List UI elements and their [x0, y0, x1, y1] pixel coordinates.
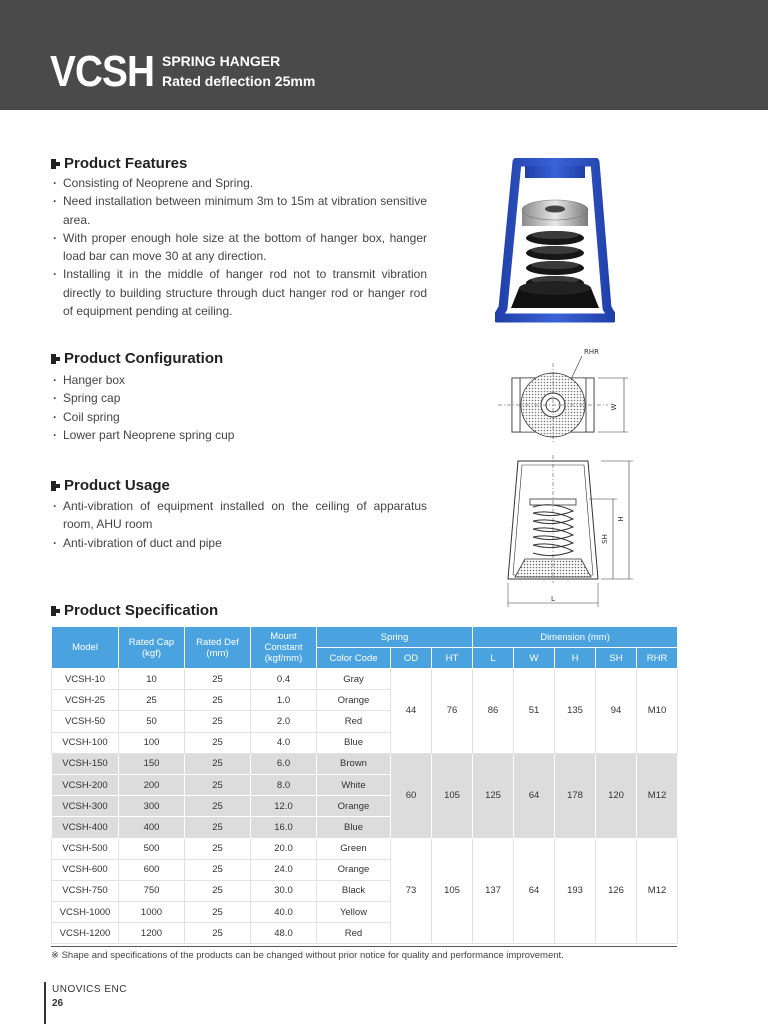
- cell-rated-def: 25: [185, 880, 251, 901]
- cell-rated-def: 25: [185, 774, 251, 795]
- col-header-model: Model: [52, 627, 119, 669]
- cell-color-code: Blue: [317, 817, 391, 838]
- cell-mount-constant: 40.0: [251, 902, 317, 923]
- cell-color-code: Red: [317, 711, 391, 732]
- list-item: · Hanger box: [53, 371, 427, 389]
- cell-color-code: Orange: [317, 796, 391, 817]
- cell-w: 64: [514, 838, 555, 944]
- cell-color-code: Green: [317, 838, 391, 859]
- table-row: [52, 669, 678, 690]
- col-header-mount-constant: Mount Constant (kgf/mm): [251, 627, 317, 669]
- usage-heading: [51, 477, 170, 494]
- cell-color-code: Blue: [317, 732, 391, 753]
- usage-list: [53, 497, 427, 552]
- cell-model: VCSH-200: [52, 774, 119, 795]
- cell-od: 44: [391, 669, 432, 754]
- configuration-list: [53, 371, 427, 444]
- cell-ht: 105: [432, 753, 473, 838]
- list-item: · Installing it in the middle of hanger rod not to transmit vibration directly to building structure through duct hanger rod or hanger rod of equipment pending at ceiling.: [53, 265, 427, 320]
- col-header-sh: SH: [596, 648, 637, 669]
- cell-model: VCSH-1000: [52, 902, 119, 923]
- cell-model: VCSH-300: [52, 796, 119, 817]
- cell-model: VCSH-600: [52, 859, 119, 880]
- cell-rated-cap: 200: [119, 774, 185, 795]
- footer-rule: [44, 982, 46, 1024]
- cell-rated-def: 25: [185, 859, 251, 880]
- cell-rated-cap: 100: [119, 732, 185, 753]
- cell-model: VCSH-1200: [52, 923, 119, 944]
- rhr-label: RHR: [584, 348, 599, 356]
- cell-rhr: M12: [637, 838, 678, 944]
- cell-model: VCSH-50: [52, 711, 119, 732]
- col-header-h: H: [555, 648, 596, 669]
- col-header-ht: HT: [432, 648, 473, 669]
- cell-sh: 120: [596, 753, 637, 838]
- cell-color-code: Orange: [317, 859, 391, 880]
- cell-rated-def: 25: [185, 732, 251, 753]
- cell-rated-cap: 10: [119, 669, 185, 690]
- model-code: VCSH: [50, 47, 155, 96]
- features-title: Product Features: [64, 155, 188, 172]
- list-item: · Lower part Neoprene spring cup: [53, 426, 427, 444]
- cell-mount-constant: 48.0: [251, 923, 317, 944]
- disclaimer-note: ※ Shape and specifications of the products can be changed without prior notice for quality and performance improvement.: [51, 950, 564, 961]
- cell-ht: 105: [432, 838, 473, 944]
- cell-rated-cap: 300: [119, 796, 185, 817]
- list-item: · Spring cap: [53, 389, 427, 407]
- col-header-rated-cap: Rated Cap (kgf): [119, 627, 185, 669]
- features-list: [53, 174, 427, 320]
- cell-l: 137: [473, 838, 514, 944]
- cell-w: 51: [514, 669, 555, 754]
- cell-rated-def: 25: [185, 711, 251, 732]
- cell-l: 125: [473, 753, 514, 838]
- cell-rated-cap: 600: [119, 859, 185, 880]
- col-header-l: L: [473, 648, 514, 669]
- cell-rated-def: 25: [185, 838, 251, 859]
- cell-mount-constant: 2.0: [251, 711, 317, 732]
- cell-l: 86: [473, 669, 514, 754]
- w-label: W: [610, 403, 618, 411]
- configuration-heading: [51, 350, 223, 367]
- table-row: [52, 838, 678, 859]
- col-header-color-code: Color Code: [317, 648, 391, 669]
- cell-model: VCSH-150: [52, 753, 119, 774]
- cell-sh: 94: [596, 669, 637, 754]
- specification-heading: [51, 602, 218, 619]
- cell-model: VCSH-10: [52, 669, 119, 690]
- cell-rated-def: 25: [185, 669, 251, 690]
- top-view-drawing: [498, 345, 634, 445]
- cell-color-code: Brown: [317, 753, 391, 774]
- specification-table: [51, 626, 678, 944]
- cell-rated-def: 25: [185, 753, 251, 774]
- cell-w: 64: [514, 753, 555, 838]
- page-number: 26: [52, 998, 64, 1009]
- cell-mount-constant: 8.0: [251, 774, 317, 795]
- cell-color-code: Orange: [317, 690, 391, 711]
- cell-ht: 76: [432, 669, 473, 754]
- cell-rated-cap: 25: [119, 690, 185, 711]
- table-bottom-rule: [51, 946, 677, 947]
- section-marker-icon: [51, 354, 60, 364]
- cell-rated-cap: 150: [119, 753, 185, 774]
- cell-rated-def: 25: [185, 796, 251, 817]
- cell-rated-cap: 1200: [119, 923, 185, 944]
- cell-h: 178: [555, 753, 596, 838]
- cell-color-code: Red: [317, 923, 391, 944]
- cell-mount-constant: 6.0: [251, 753, 317, 774]
- footer-company: UNOVICS ENC: [52, 984, 127, 995]
- specification-title: Product Specification: [64, 602, 219, 619]
- col-header-w: W: [514, 648, 555, 669]
- cell-mount-constant: 12.0: [251, 796, 317, 817]
- list-item: · Need installation between minimum 3m to 15m at vibration sensitive area.: [53, 192, 427, 229]
- section-marker-icon: [51, 606, 60, 616]
- l-label: L: [551, 595, 555, 603]
- col-header-spring: Spring: [317, 627, 473, 648]
- cell-h: 193: [555, 838, 596, 944]
- col-header-rhr: RHR: [637, 648, 678, 669]
- cell-model: VCSH-25: [52, 690, 119, 711]
- cell-mount-constant: 24.0: [251, 859, 317, 880]
- list-item: · Coil spring: [53, 408, 427, 426]
- cell-rated-cap: 500: [119, 838, 185, 859]
- section-marker-icon: [51, 481, 60, 491]
- cell-color-code: White: [317, 774, 391, 795]
- cell-rated-def: 25: [185, 923, 251, 944]
- cell-rated-def: 25: [185, 817, 251, 838]
- cell-color-code: Gray: [317, 669, 391, 690]
- cell-mount-constant: 0.4: [251, 669, 317, 690]
- specification-table-body: [52, 669, 678, 944]
- usage-title: Product Usage: [64, 477, 170, 494]
- features-heading: [51, 155, 187, 172]
- rated-deflection: Rated deflection 25mm: [162, 73, 316, 89]
- cell-mount-constant: 20.0: [251, 838, 317, 859]
- list-item: · Anti-vibration of duct and pipe: [53, 534, 427, 552]
- cell-model: VCSH-750: [52, 880, 119, 901]
- cell-model: VCSH-100: [52, 732, 119, 753]
- col-header-rated-def: Rated Def (mm): [185, 627, 251, 669]
- cell-sh: 126: [596, 838, 637, 944]
- cell-rhr: M10: [637, 669, 678, 754]
- product-photo: [495, 158, 615, 324]
- list-item: · Anti-vibration of equipment installed on the ceiling of apparatus room, AHU room: [53, 497, 427, 534]
- cell-od: 73: [391, 838, 432, 944]
- cell-rated-cap: 50: [119, 711, 185, 732]
- sh-label: SH: [601, 534, 609, 544]
- cell-model: VCSH-400: [52, 817, 119, 838]
- list-item: · With proper enough hole size at the bottom of hanger box, hanger load bar can move 30 at any direction.: [53, 229, 427, 266]
- side-view-drawing: [505, 455, 635, 611]
- cell-rated-cap: 1000: [119, 902, 185, 923]
- cell-mount-constant: 4.0: [251, 732, 317, 753]
- cell-rated-cap: 400: [119, 817, 185, 838]
- table-row: [52, 753, 678, 774]
- h-label: H: [617, 516, 625, 522]
- list-item: · Consisting of Neoprene and Spring.: [53, 174, 427, 192]
- cell-mount-constant: 1.0: [251, 690, 317, 711]
- col-header-od: OD: [391, 648, 432, 669]
- cell-rhr: M12: [637, 753, 678, 838]
- section-marker-icon: [51, 159, 60, 169]
- configuration-title: Product Configuration: [64, 350, 224, 367]
- cell-rated-def: 25: [185, 902, 251, 923]
- cell-rated-def: 25: [185, 690, 251, 711]
- cell-od: 60: [391, 753, 432, 838]
- cell-model: VCSH-500: [52, 838, 119, 859]
- col-header-dimension: Dimension (mm): [473, 627, 678, 648]
- cell-color-code: Yellow: [317, 902, 391, 923]
- cell-mount-constant: 30.0: [251, 880, 317, 901]
- cell-rated-cap: 750: [119, 880, 185, 901]
- cell-mount-constant: 16.0: [251, 817, 317, 838]
- product-type: SPRING HANGER: [162, 53, 281, 69]
- cell-color-code: Black: [317, 880, 391, 901]
- cell-h: 135: [555, 669, 596, 754]
